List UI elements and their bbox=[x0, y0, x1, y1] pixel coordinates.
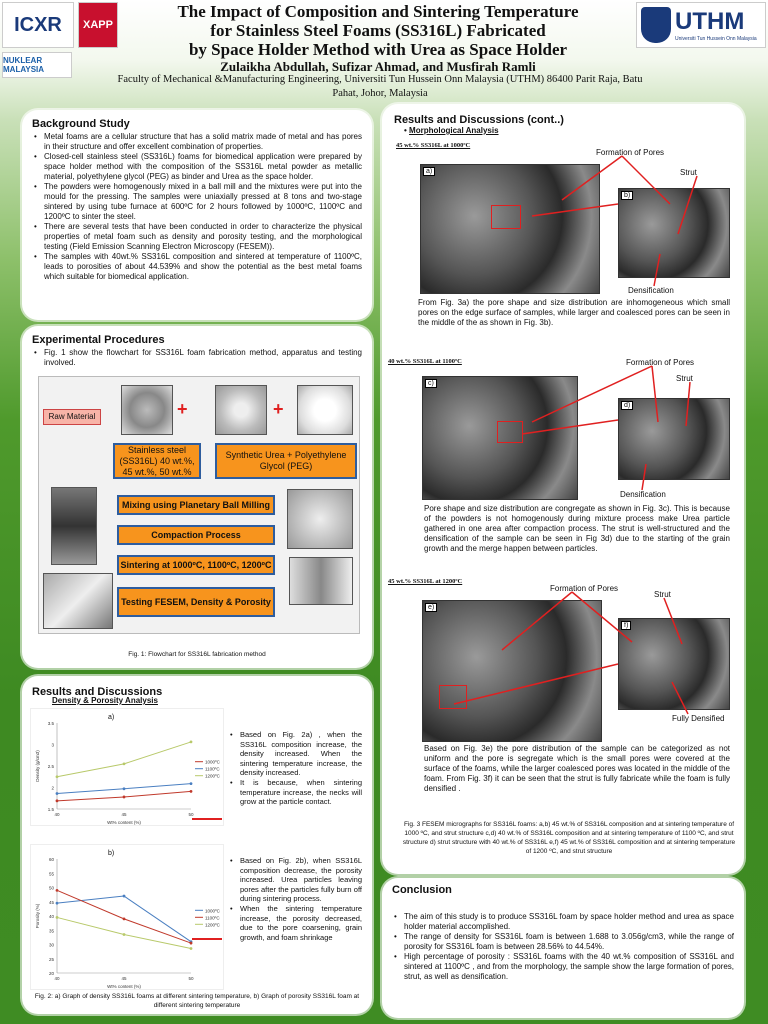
list-item: • When the sintering temperature increase, the porosity decreased, due to the pore coarsening, grain growth, and foam shrinkage bbox=[228, 904, 362, 942]
uthm-logo-subtext: Universiti Tun Hussein Onn Malaysia bbox=[675, 36, 757, 42]
xapp-logo: XAPP bbox=[78, 2, 118, 48]
chart-a-label: a) bbox=[108, 714, 115, 721]
image-b-label: b) bbox=[621, 191, 633, 200]
list-item: • The samples with 40wt.% SS316L composition and sintered at temperature of 1100ºC, leads to porosities of about 44.539% and show the potential as the best metal foams which suitable for biomedical application. bbox=[32, 252, 362, 282]
y-tick-label: 1.5 bbox=[47, 807, 54, 812]
conclusion-title: Conclusion bbox=[392, 884, 452, 896]
y-tick-label: 30 bbox=[48, 942, 54, 948]
poster-title bbox=[118, 2, 638, 59]
strut-label: Strut bbox=[680, 168, 697, 177]
densification-label: Densification bbox=[620, 490, 666, 499]
x-axis-label: Wt% content (%) bbox=[107, 820, 141, 825]
uthm-logo bbox=[636, 2, 766, 48]
sample-2-label: 40 wt.% SS316L at 1100ºC bbox=[388, 358, 462, 365]
furnace-image bbox=[289, 557, 353, 605]
compaction-box: Compaction Process bbox=[117, 525, 275, 545]
legend-label: 1200ºC bbox=[205, 773, 220, 779]
data-point bbox=[190, 942, 193, 945]
x-tick-label: 50 bbox=[188, 812, 194, 817]
strut-label: Strut bbox=[676, 374, 693, 383]
nuklear-logo: NUKLEAR MALAYSIA bbox=[2, 52, 72, 78]
porosity-discussion bbox=[228, 856, 362, 942]
legend-label: 1100ºC bbox=[205, 915, 220, 921]
arrow-icon bbox=[192, 818, 222, 820]
data-point bbox=[190, 782, 193, 785]
formation-label: Formation of Pores bbox=[550, 584, 619, 593]
x-tick-label: 40 bbox=[54, 976, 60, 981]
background-title: Background Study bbox=[32, 118, 130, 130]
sample-3-label: 45 wt.% SS316L at 1200ºC bbox=[388, 578, 463, 585]
title-line-2: for Stainless Steel Foams (SS316L) Fabricated bbox=[210, 21, 546, 40]
figure-1-caption: Fig. 1: Flowchart for SS316L fabrication method bbox=[128, 651, 266, 658]
testing-box: Testing FESEM, Density & Porosity bbox=[117, 587, 275, 617]
y-tick-label: 25 bbox=[48, 956, 54, 962]
uthm-logo-text: UTHM bbox=[675, 8, 745, 35]
fully-densified-label: Fully Densified bbox=[672, 714, 725, 723]
experimental-title: Experimental Procedures bbox=[32, 334, 165, 346]
ss316l-box: Stainless steel (SS316L) 40 wt.%, 45 wt.%, 50 wt.% bbox=[113, 443, 201, 479]
morph-text-2: Pore shape and size distribution are congregate as shown in Fig. 3c). This is because of the powders is not homogenously during mixture process make Urea particle gathered in one area after compaction process. The strut is well-structured and the densification of the sample can be seen in Fig 3d) due to the starting of the grain growth and the merge happen between particles. bbox=[424, 504, 730, 553]
plus-icon: + bbox=[273, 399, 284, 419]
data-point bbox=[190, 947, 193, 950]
list-item: • The powders were homogenously mixed in a ball mill and the mixtures were put into the mould for the pressing. The samples were uniaxially pressed at 8 tons and two-stage sintered by using tube furnace at 600ºC for 2 hours followed by 1000ºC, 1100ºC and 1200ºC to sinter the steel. bbox=[32, 182, 362, 222]
y-axis-label: Density (g/cm3) bbox=[35, 750, 40, 782]
list-item: • High percentage of porosity : SS316L foams with the 40 wt.% composition of SS316L and sintered at 1100ºC , and from the morphology, the sample show the large formation of pores, strut, as well as densification. bbox=[392, 952, 734, 982]
background-list bbox=[32, 132, 362, 282]
image-c-label: c) bbox=[425, 379, 437, 388]
morphology-title: Results and Discussions (cont..) bbox=[394, 114, 564, 126]
x-tick-label: 45 bbox=[121, 812, 127, 817]
morphology-subtitle: • Morphological Analysis bbox=[404, 126, 499, 135]
list-item: • There are several tests that have been conducted in order to characterize the physical properties of metal foam such as density and porosity testing, and the morphological testing (Field Emission Scanning Electron Microscopy (FESEM)). bbox=[32, 222, 362, 252]
x-tick-label: 40 bbox=[54, 812, 60, 817]
y-tick-label: 55 bbox=[48, 871, 54, 877]
image-a-label: a) bbox=[423, 167, 435, 176]
y-axis-label: Porosity (%) bbox=[35, 903, 40, 929]
data-point bbox=[190, 741, 193, 744]
data-point bbox=[190, 790, 193, 793]
y-tick-label: 3.5 bbox=[47, 721, 54, 726]
y-tick-label: 35 bbox=[48, 928, 54, 934]
density-discussion bbox=[228, 730, 362, 807]
mixing-box: Mixing using Planetary Ball Milling bbox=[117, 495, 275, 515]
experimental-list bbox=[32, 348, 362, 368]
arrow-icon bbox=[192, 938, 222, 940]
flowchart bbox=[38, 376, 360, 634]
icxr-logo: ICXR bbox=[2, 2, 74, 48]
results-panel bbox=[22, 676, 372, 1014]
density-chart bbox=[30, 708, 224, 826]
formation-label: Formation of Pores bbox=[626, 358, 695, 367]
fesem-image bbox=[43, 573, 113, 629]
image-f-label: f) bbox=[621, 621, 631, 630]
raw-material-label: Raw Material bbox=[43, 409, 101, 425]
densification-label: Densification bbox=[628, 286, 674, 295]
affiliation: Faculty of Mechanical &Manufacturing Engineering, Universiti Tun Hussein Onn Malaysia (UTHM) 86400 Parit Raja, Batu Pahat, Johor, Malaysia bbox=[117, 74, 643, 99]
y-tick-label: 50 bbox=[48, 885, 54, 891]
results-title: Results and Discussions bbox=[32, 686, 163, 698]
list-item: • The range of density for SS316L foam is between 1.688 to 3.056g/cm3, while the range of porosity for SS316L foam is between 28.56% to 44.54%. bbox=[392, 932, 734, 952]
series-line bbox=[57, 917, 191, 948]
porosity-chart bbox=[30, 844, 224, 990]
series-line bbox=[57, 742, 191, 777]
conclusion-list bbox=[392, 912, 734, 982]
morphology-panel bbox=[382, 104, 744, 874]
y-tick-label: 45 bbox=[48, 899, 54, 905]
title-line-1: The Impact of Composition and Sintering Temperature bbox=[177, 2, 579, 21]
legend-label: 1100ºC bbox=[205, 766, 220, 772]
list-item: • Metal foams are a cellular structure that has a solid matrix made of metal and has pores in their structure and offer excellent combination of properties. bbox=[32, 132, 362, 152]
press-image bbox=[287, 489, 353, 549]
data-point bbox=[123, 787, 126, 790]
formation-label: Formation of Pores bbox=[596, 148, 665, 157]
data-point bbox=[123, 796, 126, 799]
morph-text-3: Based on Fig. 3e) the pore distribution of the sample can be categorized as not uniform and the pore is segregate which is the small pores were covered at the surface of the foams, while the larger coalesced pores was located in the middle of the foam. From Fig. 3f) it can be seen that the strut is fully fabricate while the foam is fully densified . bbox=[424, 744, 730, 793]
morph-text-1: From Fig. 3a) the pore shape and size distribution are inhomogeneous which small pores on the edge surface of samples, while larger and coalesced pores can be seen in the middle of the as shown in Fig. 3b). bbox=[418, 298, 730, 327]
list-item: • Fig. 1 show the flowchart for SS316L foam fabrication method, apparatus and testing involved. bbox=[32, 348, 362, 368]
results-subtitle: Density & Porosity Analysis bbox=[52, 696, 158, 705]
image-d-label: d) bbox=[621, 401, 633, 410]
list-item: • Based on Fig. 2a) , when the SS316L composition increase, the density increased. When the sintering temperature increase, the density increased. bbox=[228, 730, 362, 778]
authors: Zulaikha Abdullah, Sufizar Ahmad, and Musfirah Ramli bbox=[220, 59, 536, 74]
y-tick-label: 3 bbox=[51, 742, 54, 748]
list-item: • It is because, when sintering temperature increase, the necks will grow at the particle contact. bbox=[228, 778, 362, 807]
y-tick-label: 40 bbox=[48, 914, 54, 919]
legend-label: 1000ºC bbox=[205, 908, 220, 914]
urea-image bbox=[215, 385, 267, 435]
legend-label: 1000ºC bbox=[205, 759, 220, 765]
x-axis-label: Wt% content (%) bbox=[107, 984, 141, 989]
data-point bbox=[123, 895, 126, 898]
plus-icon: + bbox=[177, 399, 188, 419]
data-point bbox=[56, 902, 59, 905]
data-point bbox=[123, 917, 126, 920]
x-tick-label: 45 bbox=[121, 976, 127, 981]
sample-1-label: 45 wt.% SS316L at 1000ºC bbox=[396, 142, 471, 149]
urea-peg-box: Synthetic Urea + Polyethylene Glycol (PEG) bbox=[215, 443, 357, 479]
list-item: • Closed-cell stainless steel (SS316L) foams for biomedical application were prepared by space holder method with the composition of the SS316L metal powder as metallic material, polyethylene glycol (PEG) as binder and Urea as the space holder. bbox=[32, 152, 362, 182]
ball-mill-image bbox=[51, 487, 97, 565]
strut-label: Strut bbox=[654, 590, 671, 599]
data-point bbox=[56, 889, 59, 892]
y-tick-label: 2 bbox=[51, 785, 54, 791]
data-point bbox=[123, 762, 126, 765]
experimental-panel bbox=[22, 326, 372, 668]
legend-label: 1200ºC bbox=[205, 922, 220, 928]
data-point bbox=[56, 799, 59, 802]
annotation-arrows bbox=[382, 104, 744, 874]
sintering-box: Sintering at 1000ºC, 1100ºC, 1200ºC bbox=[117, 555, 275, 575]
data-point bbox=[56, 775, 59, 778]
chart-b-label: b) bbox=[108, 850, 115, 857]
uthm-crest-icon bbox=[641, 7, 671, 43]
data-point bbox=[56, 792, 59, 795]
image-e-label: e) bbox=[425, 603, 437, 612]
y-tick-label: 20 bbox=[48, 971, 54, 976]
morphology-subtitle-text: Morphological Analysis bbox=[409, 126, 499, 135]
y-tick-label: 60 bbox=[48, 857, 54, 862]
list-item: • Based on Fig. 2b), when SS316L composition decrease, the porosity increased. Urea particles leaving pores after the particles fully burn off during sintering process. bbox=[228, 856, 362, 904]
list-item: • The aim of this study is to produce SS316L foam by space holder method and urea as space holder material accomplished. bbox=[392, 912, 734, 932]
figure-2-caption: Fig. 2: a) Graph of density SS316L foams at different sintering temperature, b) Graph of porosity SS316L foam at different sintering temperature bbox=[34, 993, 360, 1009]
peg-image bbox=[297, 385, 353, 435]
conclusion-panel bbox=[382, 878, 744, 1018]
x-tick-label: 50 bbox=[188, 976, 194, 981]
ss316l-powder-image bbox=[121, 385, 173, 435]
data-point bbox=[56, 916, 59, 919]
data-point bbox=[123, 933, 126, 936]
y-tick-label: 2.5 bbox=[47, 764, 54, 769]
figure-3-caption: Fig. 3 FESEM micrographs for SS316L foams: a,b) 45 wt.% of SS316L composition and at sintering temperature of 1000 ºC, and strut structure c,d) 40 wt.% of SS316L composition and at sintering temperature of 1100 ºC, and strut structure d) strut structure with 40 wt.% of SS316L e,f) 45 wt.% of SS316L composition and at sintering temperature of 1200 ºC, and strut structure bbox=[402, 821, 736, 855]
title-line-3: by Space Holder Method with Urea as Space Holder bbox=[188, 40, 568, 59]
background-panel bbox=[22, 110, 372, 320]
